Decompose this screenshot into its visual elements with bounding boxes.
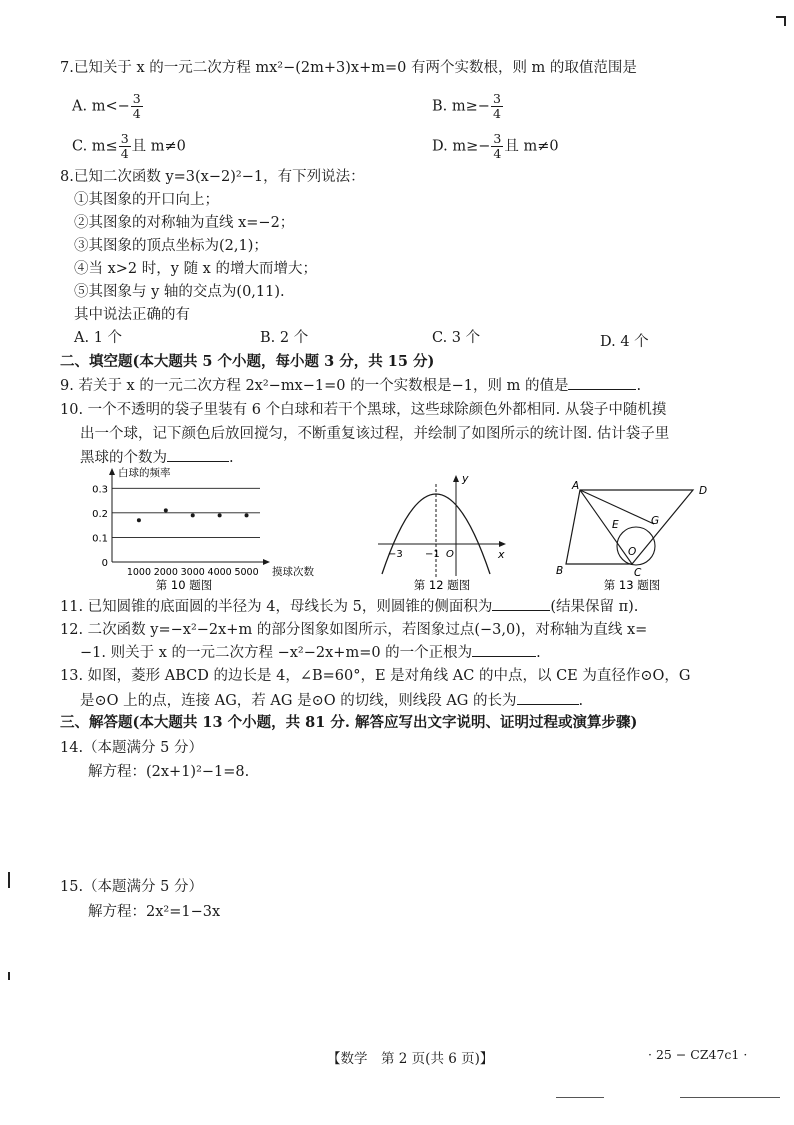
answer-blank [492,596,550,611]
y-tick-label: 0.3 [92,484,108,496]
answer-blank [167,447,229,462]
q10-line-1: 10. 一个不透明的袋子里装有 6 个白球和若干个黑球，这些球除颜色外都相同. 从袋子中随机摸 [60,402,667,418]
x-axis-label: 摸球次数 [272,566,314,578]
x-axis-arrow [499,541,506,547]
point-g: G [651,515,660,527]
exam-code: · 25 − CZ47c1 · [648,1047,748,1062]
x-tick-label: 4000 [207,567,232,578]
origin-label: O [446,549,454,560]
q7-stem: 7.已知关于 x 的一元二次方程 mx²−(2m+3)x+m=0 有两个实数根，则 m 的取值范围是 [60,60,637,76]
q11-text: 11. 已知圆锥的底面圆的半径为 4，母线长为 5，则圆锥的侧面积为 (结果保留 π). [60,596,638,617]
y-axis-arrow [109,468,115,475]
origin-label: 0 [101,558,108,569]
data-point [137,518,141,522]
x-tick-label: 2000 [153,567,178,578]
q7-option-c: C. m≤ $\frac{3}{4}$ 且 m≠0 [72,131,186,161]
q8-question: 其中说法正确的有 [74,307,190,323]
x-tick-label: 5000 [234,567,259,578]
y-axis-arrow [453,475,459,482]
q7-option-a: A. m<− $\frac{3}{4}$ [72,91,141,121]
data-point [191,513,195,517]
q14-header: 14.（本题满分 5 分） [60,740,204,756]
q7-option-b: B. m≥− $\frac{3}{4}$ [432,91,501,121]
x-tick-label: 1000 [126,567,152,578]
answer-blank [517,690,579,705]
q13-line-2: 是⊙O 上的点，连接 AG，若 AG 是⊙O 的切线，则线段 AG 的长为 . [80,690,583,711]
y-tick-label: 0.1 [92,533,108,545]
q8-option-a: A. 1 个 [74,330,123,346]
data-point [218,513,222,517]
point-o: O [628,546,637,558]
point-a: A [572,480,580,492]
answer-blank [568,375,636,390]
figure-13-caption: 第 13 题图 [603,578,661,592]
q8-stem: 8.已知二次函数 y=3(x−2)²−1，有下列说法： [60,169,365,185]
figure-12-caption: 第 12 题图 [413,578,471,592]
q8-statement-1: ①其图象的开口向上； [74,192,219,208]
q15-problem: 解方程：2x²=1−3x [88,904,221,920]
footer-rule [680,1097,780,1098]
tick-minus-1: −1 [425,549,440,560]
scan-mark [8,972,10,980]
scan-mark [8,872,10,888]
x-axis-label: x [498,548,505,561]
q8-option-d: D. 4 个 [600,334,649,350]
page-footer: 【数学 第 2 页(共 6 页)】 [327,1051,494,1067]
chart-title: 白球的频率 [118,467,171,479]
q10-line-2: 出一个球，记下颜色后放回搅匀，不断重复该过程，并绘制了如图所示的统计图. 估计袋子里 [80,426,670,442]
x-axis-arrow [263,559,270,565]
tick-minus-3: −3 [388,549,403,560]
point-c: C [634,567,642,579]
data-point [245,513,249,517]
q7-option-d: D. m≥− $\frac{3}{4}$ 且 m≠0 [432,131,559,161]
q8-option-b: B. 2 个 [260,330,309,346]
q15-header: 15.（本题满分 5 分） [60,879,204,895]
rhombus-figure [550,476,730,594]
q8-statement-5: ⑤其图象与 y 轴的交点为(0,11). [74,284,285,300]
point-e: E [612,519,619,531]
q8-option-c: C. 3 个 [432,330,481,346]
q14-problem: 解方程：(2x+1)²−1=8. [88,764,250,780]
q12-line-2: −1. 则关于 x 的一元二次方程 −x²−2x+m=0 的一个正根为 . [80,642,541,663]
y-axis-label: y [462,472,469,485]
q12-line-1: 12. 二次函数 y=−x²−2x+m 的部分图象如图所示，若图象过点(−3,0)，对称轴为直线 x= [60,622,648,638]
q8-statement-3: ③其图象的顶点坐标为(2,1)； [74,238,268,254]
section-2-heading: 二、填空题(本大题共 5 个小题，每小题 3 分，共 15 分) [60,353,435,370]
q10-line-3: 黑球的个数为 . [80,447,234,468]
q13-line-1: 13. 如图，菱形 ABCD 的边长是 4，∠B=60°，E 是对角线 AC 的中点，以 CE 为直径作⊙O，G [60,668,691,684]
q8-statement-4: ④当 x>2 时，y 随 x 的增大而增大； [74,261,317,277]
footer-rule [556,1097,604,1098]
q9-text: 9. 若关于 x 的一元二次方程 2x²−mx−1=0 的一个实数根是−1，则 m 的值是 . [60,375,641,396]
data-point [164,508,168,512]
answer-blank [472,642,536,657]
x-tick-label: 3000 [180,567,205,578]
q8-statement-2: ②其图象的对称轴为直线 x=−2； [74,215,295,231]
corner-mark [784,16,786,26]
point-b: B [556,565,564,577]
diagonal-ac [580,490,632,564]
frequency-chart [80,466,350,594]
section-3-heading: 三、解答题(本大题共 13 个小题，共 81 分. 解答应写出文字说明、证明过程或演算步骤) [60,714,638,731]
y-tick-label: 0.2 [92,508,108,520]
point-d: D [699,485,708,497]
parabola-figure [370,466,515,594]
figure-10-caption: 第 10 题图 [155,578,213,592]
